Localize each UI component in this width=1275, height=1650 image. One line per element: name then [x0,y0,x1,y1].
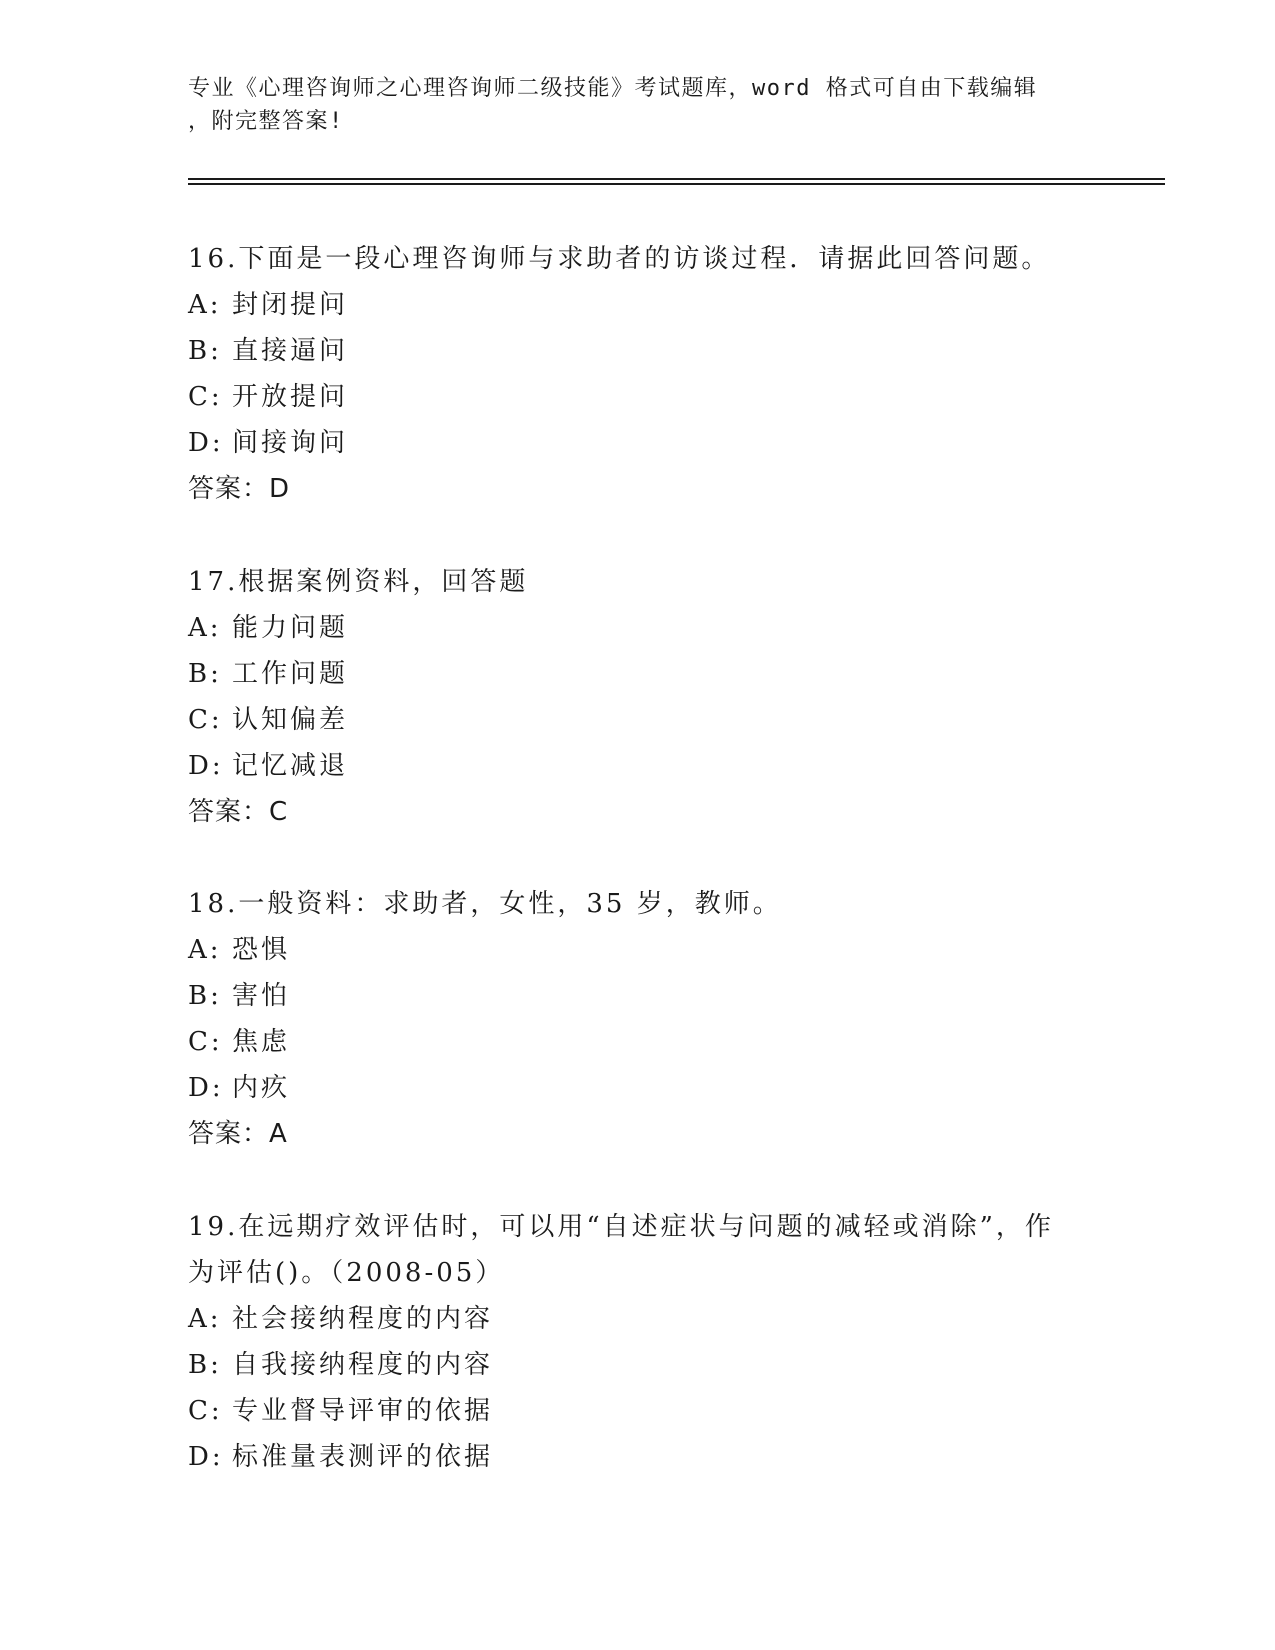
header-divider-bottom [188,183,1165,185]
option-text: 标准量表测评的依据 [232,1442,494,1472]
question-stem-line-2: 为评估()。（2008-05） [188,1258,505,1288]
option-text: 能力问题 [232,613,349,643]
header-line-2: ，附完整答案! [188,109,344,134]
option-text: 开放提问 [232,382,349,412]
option-letter: A: [188,290,222,320]
option-letter: D: [188,1073,224,1103]
answer-line: 答案：D [188,474,291,504]
option-c [188,697,1088,743]
question-19 [188,1204,1088,1480]
option-d [188,420,1088,466]
option-text: 记忆减退 [232,751,349,781]
document-header [188,72,1088,138]
option-text: 焦虑 [232,1027,291,1057]
option-text: 直接逼问 [232,336,349,366]
option-a [188,1296,1088,1342]
option-letter: C: [188,382,223,412]
option-letter: A: [188,613,222,643]
option-a [188,282,1088,328]
option-letter: C: [188,705,223,735]
header-divider-top [188,178,1165,180]
option-b [188,973,1088,1019]
question-stem: 17.根据案例资料，回答题 [188,567,529,597]
option-text: 社会接纳程度的内容 [232,1304,494,1334]
option-text: 自我接纳程度的内容 [232,1350,494,1380]
option-letter: D: [188,751,224,781]
option-letter: B: [188,1350,222,1380]
option-text: 专业督导评审的依据 [232,1396,494,1426]
option-a [188,605,1088,651]
option-letter: A: [188,935,222,965]
option-b [188,328,1088,374]
header-line-1: 专业《心理咨询师之心理咨询师二级技能》考试题库，word 格式可自由下载编辑 [188,76,1038,101]
question-stem: 16.下面是一段心理咨询师与求助者的访谈过程．请据此回答问题。 [188,244,1051,274]
option-b [188,1342,1088,1388]
question-stem-line-1: 19.在远期疗效评估时，可以用“自述症状与问题的减轻或消除”，作 [188,1212,1054,1242]
option-text: 害怕 [232,981,291,1011]
question-16 [188,236,1088,512]
option-text: 间接询问 [232,428,349,458]
option-letter: D: [188,428,224,458]
option-letter: D: [188,1442,224,1472]
option-d [188,1434,1088,1480]
option-letter: A: [188,1304,222,1334]
option-c [188,1388,1088,1434]
option-a [188,927,1088,973]
question-17 [188,559,1088,835]
option-letter: C: [188,1396,223,1426]
option-letter: C: [188,1027,223,1057]
option-letter: B: [188,981,222,1011]
option-text: 认知偏差 [232,705,349,735]
option-letter: B: [188,336,222,366]
question-18 [188,881,1088,1157]
option-d [188,1065,1088,1111]
option-c [188,374,1088,420]
answer-line: 答案：A [188,1119,288,1149]
option-text: 封闭提问 [232,290,349,320]
option-text: 内疚 [232,1073,291,1103]
option-c [188,1019,1088,1065]
option-text: 恐惧 [232,935,291,965]
option-d [188,743,1088,789]
option-text: 工作问题 [232,659,349,689]
option-letter: B: [188,659,222,689]
question-stem: 18.一般资料：求助者，女性，35 岁，教师。 [188,889,782,919]
answer-line: 答案：C [188,797,289,827]
option-b [188,651,1088,697]
